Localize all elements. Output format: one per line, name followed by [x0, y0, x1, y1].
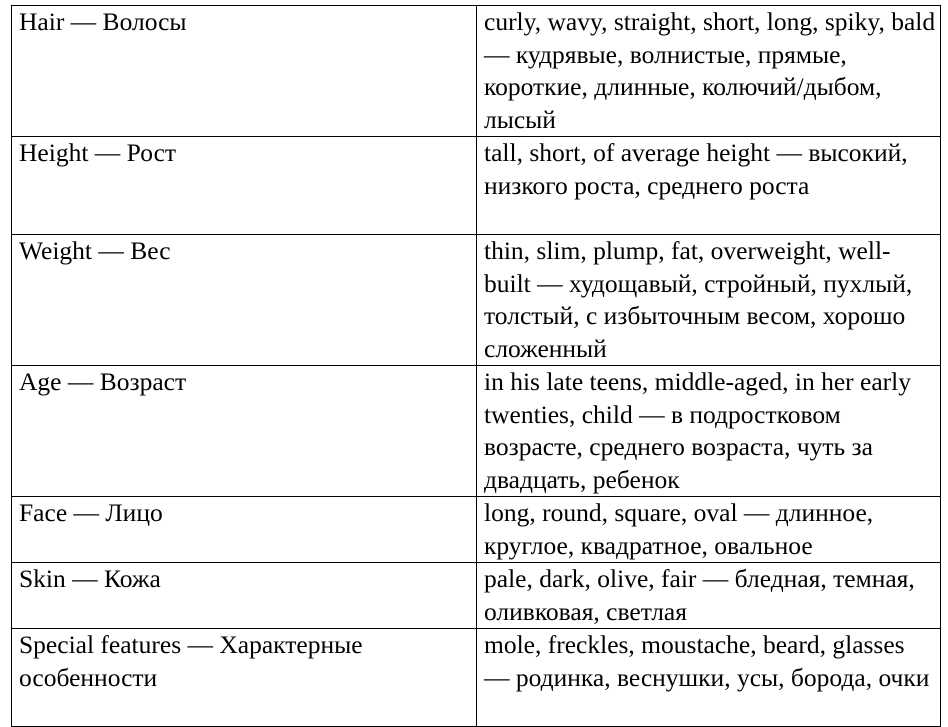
table-row-face: [12, 497, 941, 563]
category-cell: Age — Возраст: [12, 366, 477, 497]
category-cell: Special features — Характерные особенности: [12, 629, 477, 727]
description-cell: pale, dark, olive, fair — бледная, темная, оливковая, светлая: [477, 563, 941, 629]
table-row-weight: [12, 235, 941, 366]
description-cell: curly, wavy, straight, short, long, spiky, bald — кудрявые, волнистые, прямые, короткие, длинные, колючий/дыбом, лысый: [477, 6, 941, 137]
category-cell: Skin — Кожа: [12, 563, 477, 629]
category-cell: Hair — Волосы: [12, 6, 477, 137]
table-row-height: [12, 137, 941, 235]
table-row-special-features: [12, 629, 941, 727]
description-cell: tall, short, of average height — высокий, низкого роста, среднего роста: [477, 137, 941, 235]
category-cell: Height — Рост: [12, 137, 477, 235]
table-row-hair: [12, 6, 941, 137]
category-cell: Face — Лицо: [12, 497, 477, 563]
description-cell: thin, slim, plump, fat, overweight, well-built — худощавый, стройный, пухлый, толстый, с избыточным весом, хорошо сложенный: [477, 235, 941, 366]
description-cell: long, round, square, oval — длинное, круглое, квадратное, овальное: [477, 497, 941, 563]
table-body: [12, 6, 941, 727]
category-cell: Weight — Вес: [12, 235, 477, 366]
table-row-age: [12, 366, 941, 497]
description-cell: mole, freckles, moustache, beard, glasses — родинка, веснушки, усы, борода, очки: [477, 629, 941, 727]
vocabulary-table: [11, 5, 941, 727]
description-cell: in his late teens, middle-aged, in her early twenties, child — в подростковом возрасте, среднего возраста, чуть за двадцать, ребенок: [477, 366, 941, 497]
table-row-skin: [12, 563, 941, 629]
